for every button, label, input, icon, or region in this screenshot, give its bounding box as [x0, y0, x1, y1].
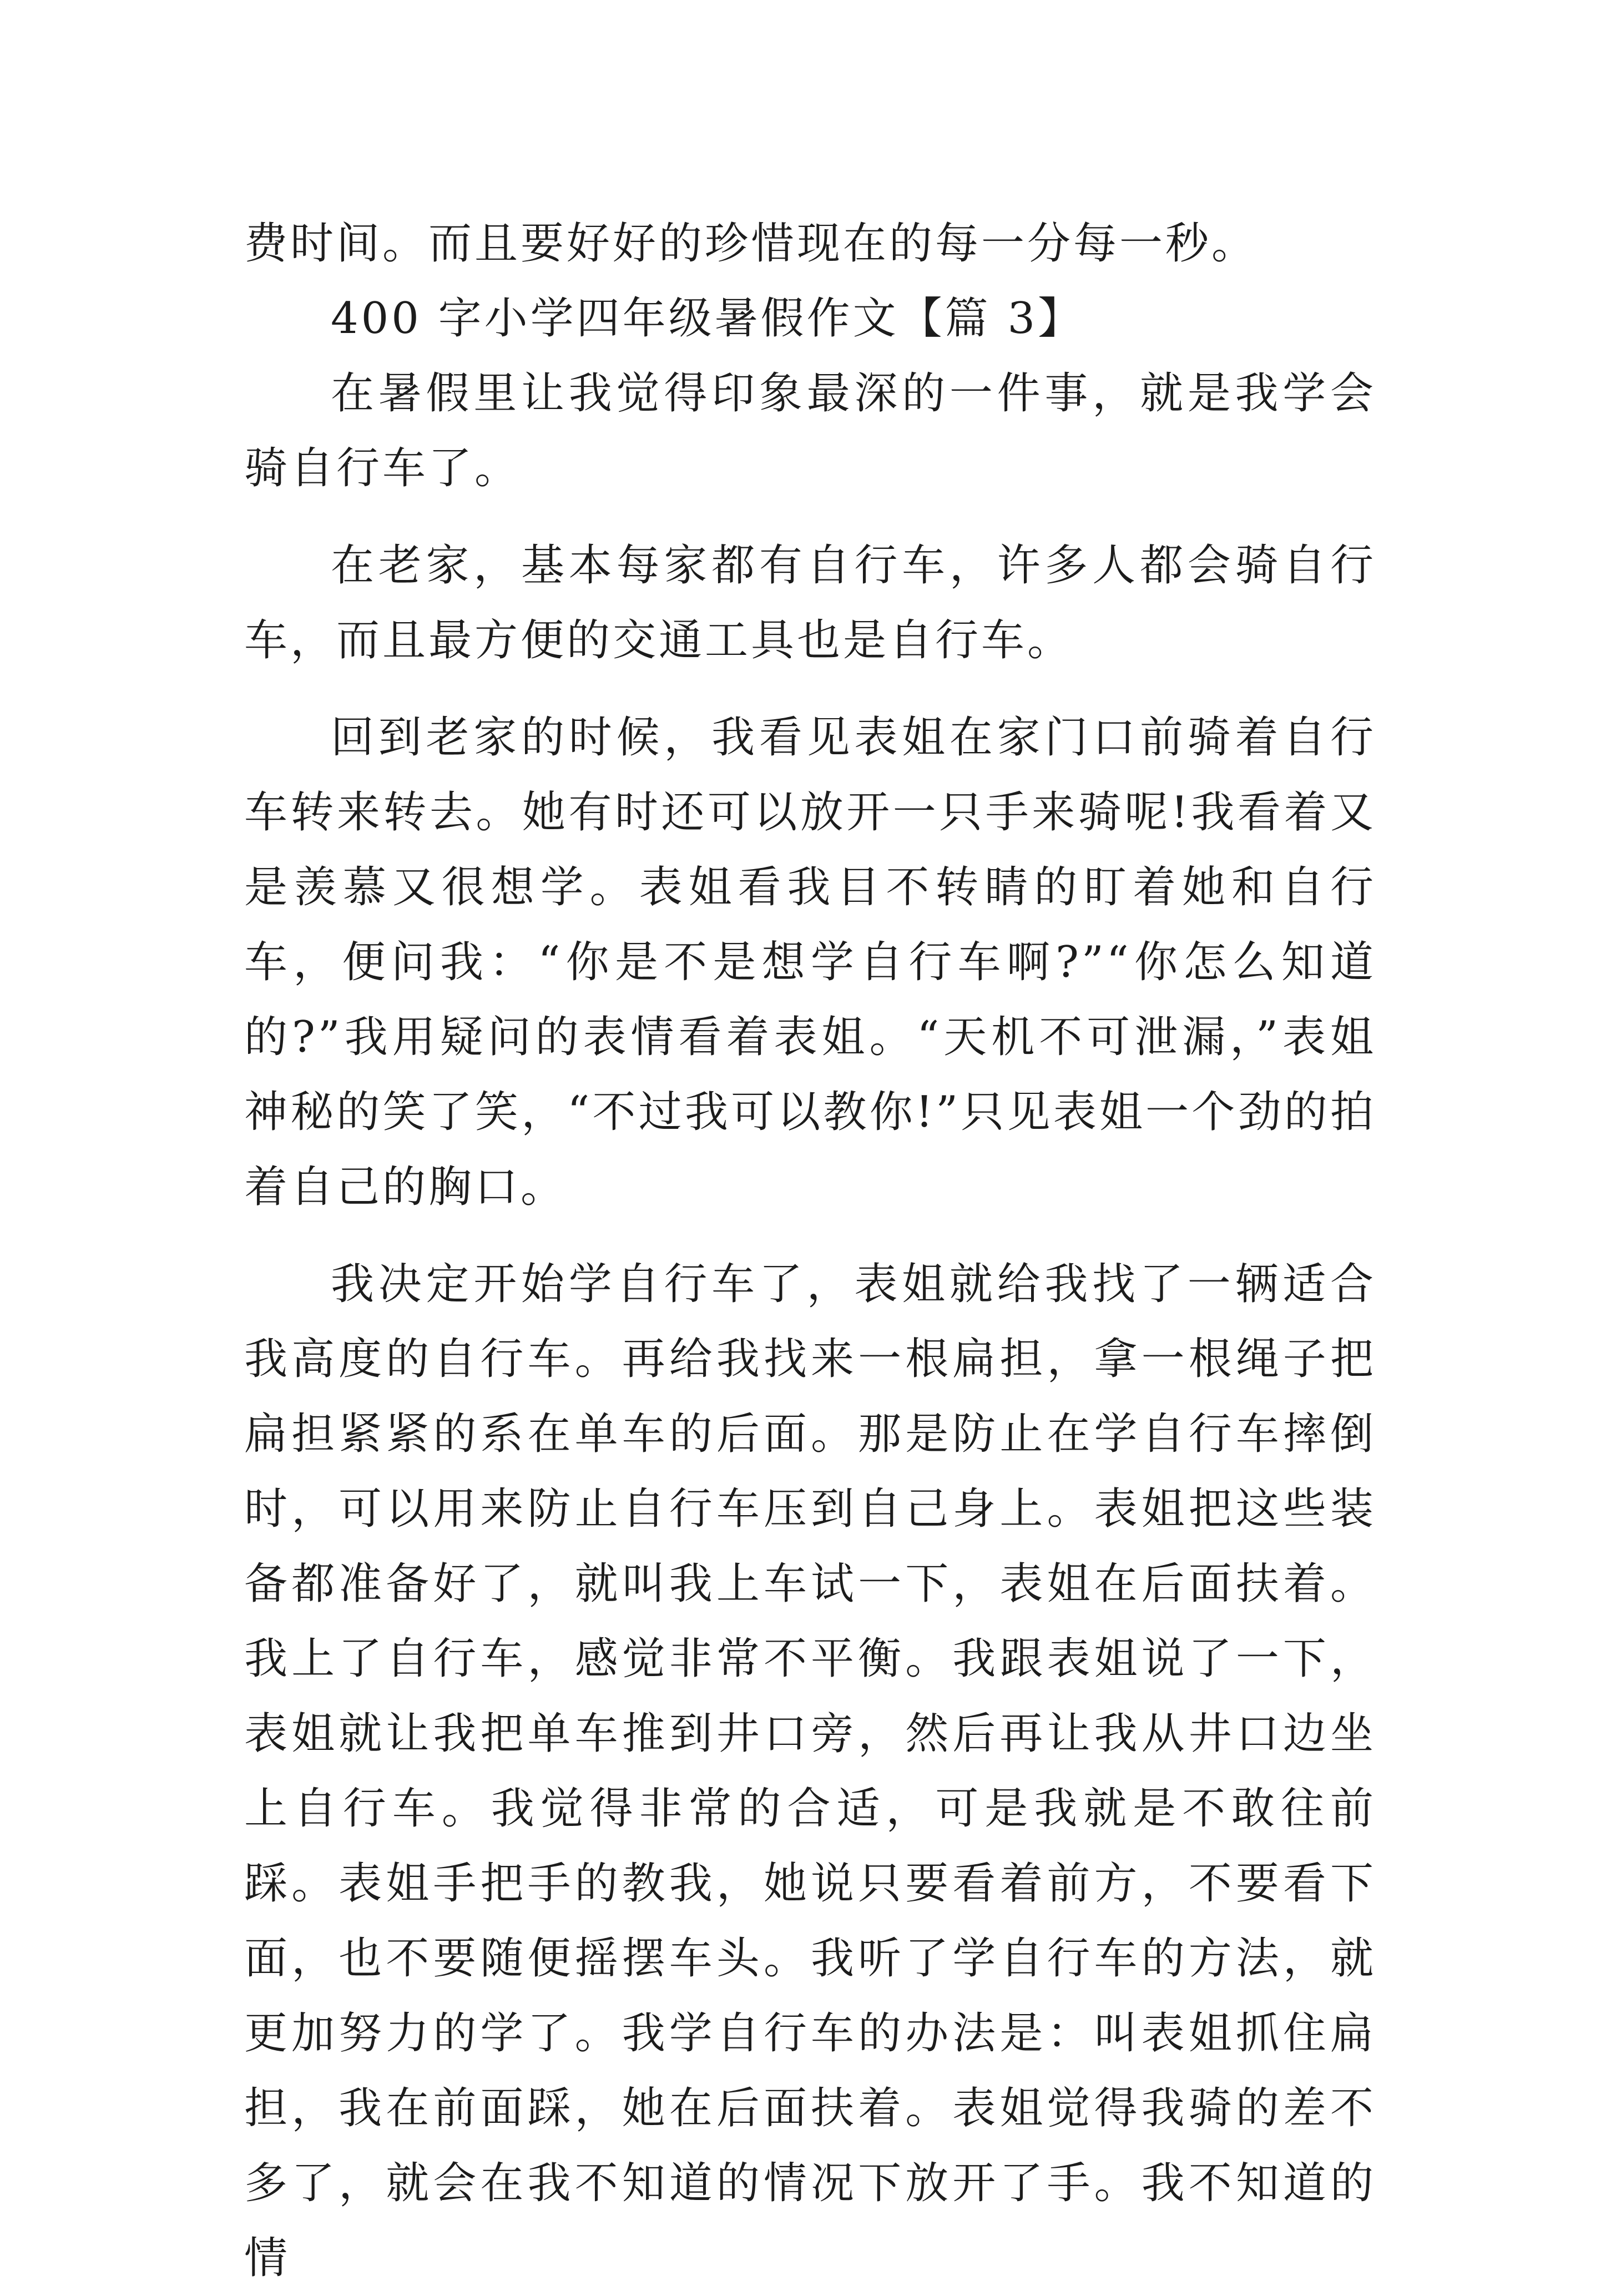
paragraph-gap	[244, 1225, 1376, 1247]
document-body	[244, 206, 1376, 2296]
paragraph: 回到老家的时候，我看见表姐在家门口前骑着自行车转来转去。她有时还可以放开一只手来骑呢!我看着又是羡慕又很想学。表姐看我目不转睛的盯着她和自行车，便问我：“你是不是想学自行车啊?”“你怎么知道的?”我用疑问的表情看着表姐。“天机不可泄漏，”表姐神秘的笑了笑，“不过我可以教你!”只见表姐一个劲的拍着自己的胸口。	[244, 713, 1376, 1212]
section-heading: 400 字小学四年级暑假作文【篇 3】	[331, 294, 1084, 344]
paragraph: 在老家，基本每家都有自行车，许多人都会骑自行车，而且最方便的交通工具也是自行车。	[244, 541, 1376, 665]
paragraph: 我决定开始学自行车了，表姐就给我找了一辆适合我高度的自行车。再给我找来一根扁担，拿一根绳子把扁担紧紧的系在单车的后面。那是防止在学自行车摔倒时，可以用来防止自行车压到自己身上。表姐把这些装备都准备好了，就叫我上车试一下，表姐在后面扶着。我上了自行车，感觉非常不平衡。我跟表姐说了一下，表姐就让我把单车推到井口旁，然后再让我从井口边坐上自行车。我觉得非常的合适，可是我就是不敢往前踩。表姐手把手的教我，她说只要看着前方，不要看下面，也不要随便摇摆车头。我听了学自行车的方法，就更加努力的学了。我学自行车的办法是：叫表姐抓住扁担，我在前面踩，她在后面扶着。表姐觉得我骑的差不多了，就会在我不知道的情况下放开了手。我不知道的情	[244, 1259, 1376, 2283]
paragraph-gap	[244, 506, 1376, 528]
paragraph-gap	[244, 678, 1376, 700]
paragraph: 在暑假里让我觉得印象最深的一件事，就是我学会骑自行车了。	[244, 369, 1376, 493]
paragraph-continuation: 费时间。而且要好好的珍惜现在的每一分每一秒。	[244, 219, 1258, 269]
